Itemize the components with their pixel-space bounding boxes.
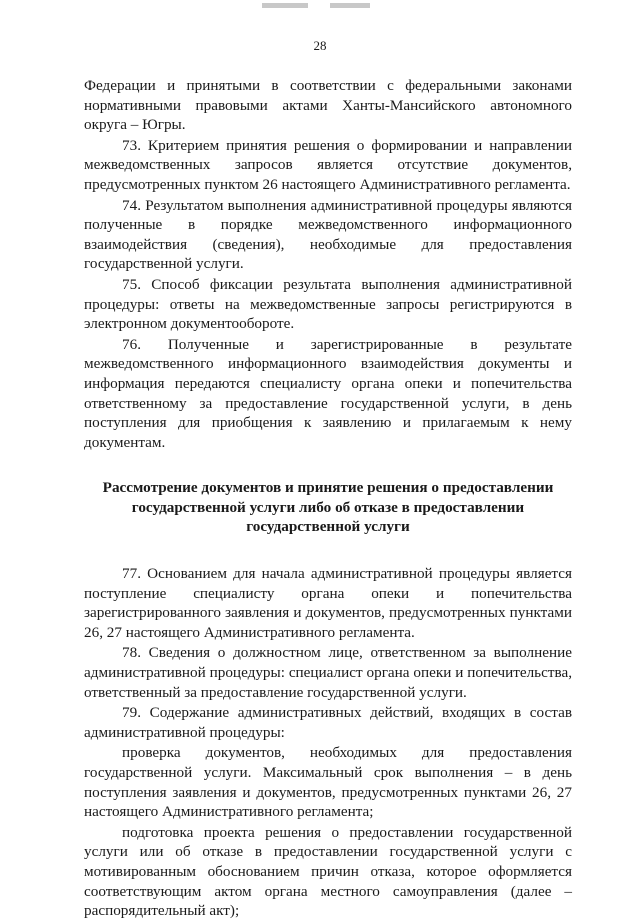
paragraph-79-item-check: проверка документов, необходимых для предоставления государственной услуги. Максимальный срок выполнения – в день поступления заявления и документов, предусмотренных пунктами 26, 27 настоящего Административного регламента; xyxy=(84,744,572,821)
paragraph-75: 75. Способ фиксации результата выполнения административной процедуры: ответы на межведомственные запросы регистрируются в электронном документообороте. xyxy=(84,275,572,333)
paragraph-73: 73. Критерием принятия решения о формировании и направлении межведомственных запросов является отсутствие документов, предусмотренных пунктом 26 настоящего Административного регламента. xyxy=(84,136,572,193)
scan-artifact xyxy=(262,3,308,8)
paragraph-79-item-draft: подготовка проекта решения о предоставлении государственной услуги или об отказе в предоставлении государственной услуги с мотивированным обоснованием причин отказа, которое оформляется соответствующим актом органа местного самоуправления (далее – распорядительный акт); xyxy=(84,823,572,920)
paragraph-74: 74. Результатом выполнения административной процедуры являются полученные в порядке межведомственного информационного взаимодействия (сведения), необходимые для предоставления государственной услуги. xyxy=(84,196,572,273)
paragraph-79: 79. Содержание административных действий, входящих в состав административной процедуры: xyxy=(84,704,572,741)
paragraph-78: 78. Сведения о должностном лице, ответственном за выполнение административной процедуры: специалист органа опеки и попечительства, ответственный за предоставление государственной услуги. xyxy=(84,644,572,701)
section-heading: Рассмотрение документов и принятие решения о предоставлении государственной услуги либо об отказе в предоставлении государственной услуги xyxy=(102,479,554,536)
paragraph-continuation: Федерации и принятыми в соответствии с федеральными законами нормативными правовыми актами Ханты-Мансийского автономного округа – Югры. xyxy=(84,77,572,134)
paragraph-77: 77. Основанием для начала административной процедуры является поступление специалисту органа опеки и попечительства зарегистрированного заявления и документов, предусмотренных пунктами 26, 27 настоящего Административного регламента. xyxy=(84,565,572,641)
page-number: 28 xyxy=(313,38,327,53)
paragraph-76: 76. Полученные и зарегистрированные в результате межведомственного информационного взаимодействия документы и информация передаются специалисту органа опеки и попечительства ответственному за предоставление государственной услуги, в день поступления для приобщения к заявлению и прилагаемым к нему документам. xyxy=(84,335,572,451)
scan-artifact xyxy=(330,3,370,8)
